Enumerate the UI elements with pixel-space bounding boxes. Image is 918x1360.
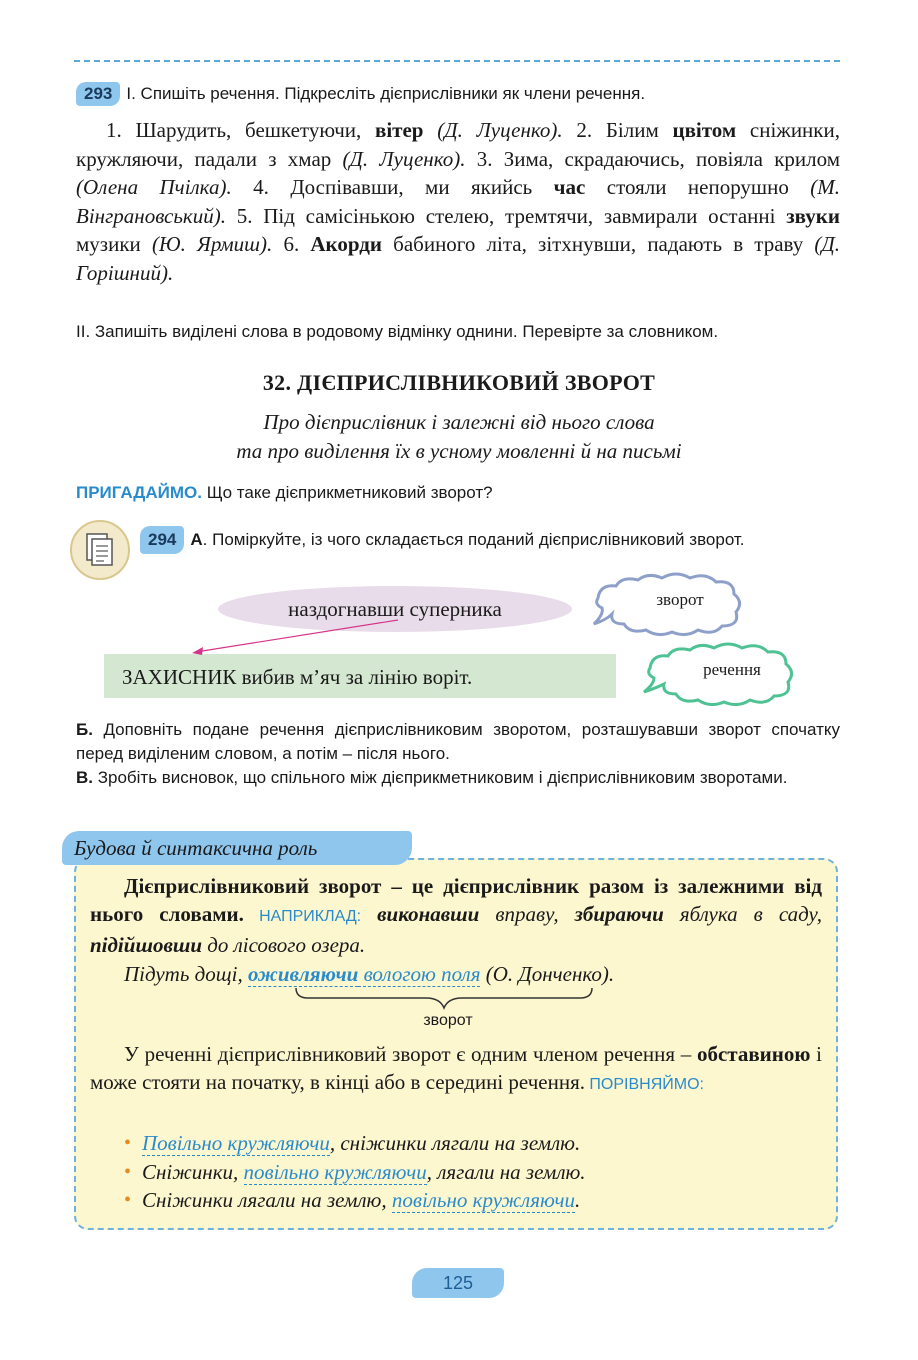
example1-bold: виконавши [361,902,480,926]
s5-bold-word: звуки [786,203,840,228]
example2-bold: збираючи [574,902,664,926]
bullet2-phrase: повільно кружляючи [243,1159,427,1184]
ex294-number-badge: 294 [140,526,184,554]
compare-keyword: ПОРІВНЯЙМО: [584,1076,704,1093]
topic-subtitle-line2: та про виділення їх в усному мовленні й на письмі [236,439,682,463]
bullet3-rest: . [575,1188,581,1212]
s2-bold-word: цвітом [672,118,737,142]
example3-rest: до лісового озера. [202,933,366,957]
bullet3-phrase: повільно кружляючи [391,1188,576,1212]
bullet3-start: Сніжинки лягали на землю, [142,1188,392,1212]
remember-question: Що таке дієприкметниковий зворот? [201,483,493,502]
example-sentence-participle: оживляючи [247,962,359,986]
example2-rest: яблука в саду, [663,902,822,926]
s1-text: 1. Шарудить, бешкетуючи, [106,118,375,142]
bullet1-rest: , сніжинки лягали на землю. [329,1131,581,1155]
ex293-number-badge: 293 [76,82,120,106]
ex294-letter-v: В. [76,768,93,787]
remember-keyword: ПРИГАДАЙМО. [76,483,202,502]
page-number: 125 [412,1268,504,1298]
bullet2-start: Сніжинки, [142,1159,244,1184]
s2-author: (Д. Луценко). [342,146,466,171]
s2-text-cont: сніжинки, кружляючи, падали з хмар [76,118,840,171]
cloud-rechennia-label: речення [703,660,761,679]
s5-text: 5. Під самісінькою стелею, тремтячи, завмирали останні [225,203,787,228]
s4-text: 4. Доспівавши, ми якийсь [231,175,554,199]
rule-p2-start: У реченні дієприслівниковий зворот є одним членом речення – [124,1042,697,1066]
cloud-zvorot-label: зворот [656,590,704,609]
s6-text: 6. [272,232,311,256]
example-sentence-author: (О. Донченко). [480,962,615,986]
example-keyword: НАПРИКЛАД: [243,908,362,925]
s6-text-cont: бабиного літа, зітхнувши, падають в траву [381,232,815,256]
comparison-list [124,1129,586,1215]
s6-bold-word: Акорди [310,232,382,256]
example-sentence [124,960,824,988]
ex294-task-a-text: . Поміркуйте, із чого складається поданий дієприслівниковий зворот. [202,530,745,549]
ex294-task-v-text: Зробіть висновок, що спільного між дієприкметниковим і дієприслівниковим зворотами. [93,768,788,787]
s4-bold-word: час [553,175,586,199]
sentence-box: ЗАХИСНИК вибив м’яч за лінію воріт. [104,654,616,698]
ex294-letter-b: Б. [76,720,93,739]
s3-author: (Олена Пчілка). [76,175,232,199]
rule-p2-rest: і може стояти на початку, в кінці або в середині речення. [90,1042,822,1094]
s5-author: (Ю. Ярмиш). [151,232,273,256]
arrow-head [192,647,203,655]
topic-subtitle-line1: Про дієприслівник і залежні від нього слова [263,410,655,434]
list-item [124,1158,586,1187]
bullet2-rest: , лягали на землю. [426,1159,586,1184]
rule-tab: Будова й синтаксична роль [62,831,412,865]
arrow-line [196,620,398,652]
example-sentence-dependent: вологою поля [358,962,481,986]
participle-phrase-oval: наздогнавши суперника [218,586,572,632]
rule-p2-bold: обставиною [696,1042,811,1066]
topic-title: 32. ДІЄПРИСЛІВНИКОВИЙ ЗВОРОТ [262,370,656,395]
ex294-task-b-text: Доповніть подане речення дієприслівниковим зворотом, розташувавши зворот спочатку перед виділеним словом, а потім – після нього. [76,720,840,763]
ex294-task-v [76,766,840,790]
s6-author: (Д. Горішний). [76,232,841,285]
s4-text-cont: стояли непорушно [585,175,811,199]
list-item [124,1186,586,1215]
s2-text: 2. Білим [562,118,673,142]
rule-definition [90,872,822,959]
example3-bold: підійшовши [90,933,202,957]
s1-author: (Д. Луценко). [437,118,563,142]
s1-bold-word: вітер [375,118,424,142]
rule-definition-bold: Дієприслівниковий зворот – це дієприслівник разом із залежними від нього словами. [90,874,822,926]
ex294-task-b [76,718,840,766]
ex294-letter-a: А [190,530,203,549]
s5-text-cont: музики [76,232,152,256]
ex293-task1-text: І. Спишіть речення. Підкресліть дієприслівники як члени речення. [126,84,646,103]
rule-paragraph-2 [90,1040,822,1099]
example1-rest: вправу, [479,902,559,926]
brace-label: зворот [423,1012,473,1029]
bullet1-phrase: Повільно кружляючи [142,1131,330,1155]
s4-author: (М. Вінграновський). [76,175,841,228]
ex293-task2: ІІ. Запишіть виділені слова в родовому відмінку однини. Перевірте за словником. [76,322,719,341]
s3-text: 3. Зима, скрадаючись, повіяла крилом [465,146,841,171]
list-item [124,1129,586,1158]
curly-brace [290,986,610,1010]
example-sentence-start: Підуть дощі, [124,962,248,986]
